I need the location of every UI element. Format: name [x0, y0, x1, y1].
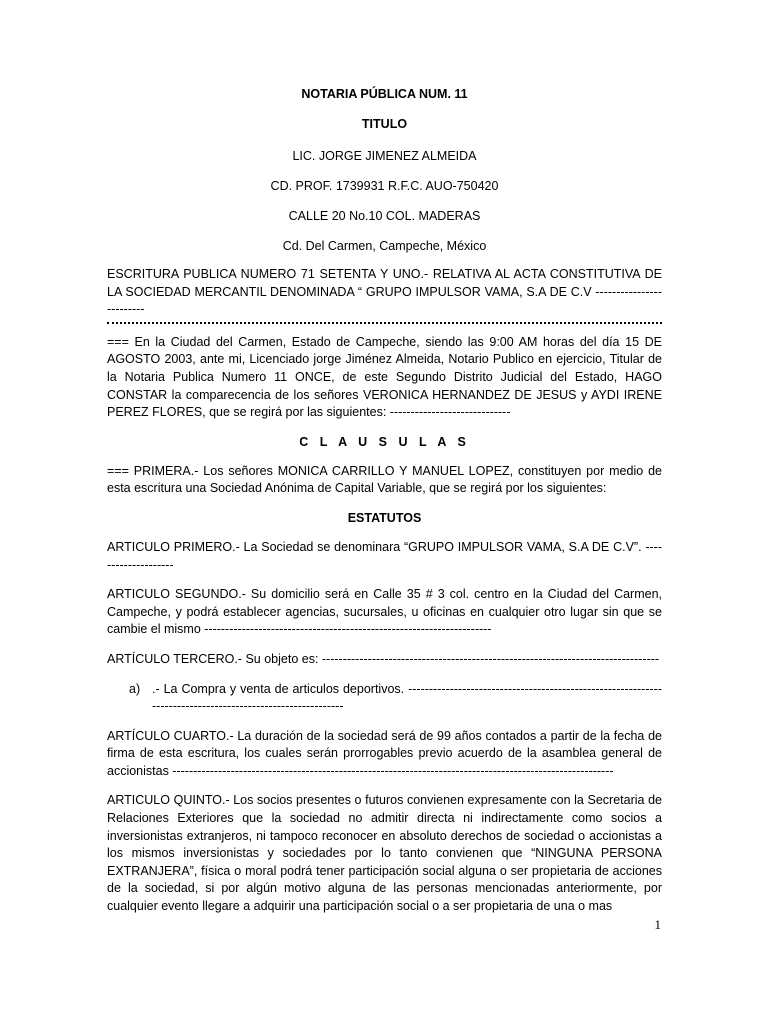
title-heading: TITULO — [361, 117, 408, 131]
notary-address: CALLE 20 No.10 COL. MADERAS — [288, 209, 481, 223]
list-item-label: a) — [129, 681, 141, 696]
deed-intro: ESCRITURA PUBLICA NUMERO 71 SETENTA Y UNO.- RELATIVA AL ACTA CONSTITUTIVA DE LA SOCIEDAD MERCANTIL DENOMINADA “ GRUPO IMPULSOR VAMA, S.A DE C.V ------------------------- — [107, 267, 662, 317]
list-item-text: .- La Compra y venta de articulos deportivos. ----------------------------------------------------------------------------------------------------------- — [152, 681, 662, 714]
estatutos-heading: ESTATUTOS — [347, 510, 422, 525]
notary-name: LIC. JORGE JIMENEZ ALMEIDA — [292, 149, 477, 163]
articulo-primero: ARTICULO PRIMERO.- La Sociedad se denominara “GRUPO IMPULSOR VAMA, S.A DE C.V”. -------------------- — [107, 539, 662, 572]
page-number: 1 — [654, 917, 661, 932]
articulo-tercero: ARTÍCULO TERCERO.- Su objeto es: --------------------------------------------------------------------------------- — [107, 651, 660, 666]
articulo-quinto: ARTICULO QUINTO.- Los socios presentes o futuros convienen expresamente con la Secretaria de Relaciones Exteriores que la sociedad no admitir directa ni indirectamente como socios a inversionistas extranjeros, ni tampoco reconocer en absoluto derechos de sociedad o accionistas a los mismos inversionistas y sociedades por lo tanto convienen que “NINGUNA PERSONA EXTRANJERA”, física o moral podrá tener participación social alguna o ser propietaria de acciones de la sociedad, si por algún motivo alguna de las personas mencionadas anteriormente, por cualquier evento llegare a adquirir una participación social o a ser propietaria de una o mas — [107, 793, 662, 914]
primera-clause: === PRIMERA.- Los señores MONICA CARRILLO Y MANUEL LOPEZ, constituyen por medio de esta escritura una Sociedad Anónima de Capital Variable, que se regirá por los siguientes: — [107, 463, 662, 496]
notary-city: Cd. Del Carmen, Campeche, México — [282, 239, 487, 253]
notary-credentials: CD. PROF. 1739931 R.F.C. AUO-750420 — [270, 179, 499, 193]
articulo-cuarto: ARTÍCULO CUARTO.- La duración de la sociedad será de 99 años contados a partir de la fecha de firma de esta escritura, los cuales serán prorrogables previo acuerdo de la asamblea general de accionistas ---------------------------------------------------------------------------------------------------------- — [107, 728, 662, 778]
preamble-paragraph: === En la Ciudad del Carmen, Estado de Campeche, siendo las 9:00 AM horas del día 15 DE AGOSTO 2003, ante mi, Licenciado jorge Jiménez Almeida, Notario Publico en ejercicio, Titular de la Notaria Publica Numero 11 ONCE, de este Segundo Distrito Judicial del Estado, HAGO CONSTAR la comparecencia de los señores VERONICA HERNANDEZ DE JESUS y AYDI IRENE PEREZ FLORES, que se regirá por las siguientes: ----------------------------- — [107, 334, 662, 420]
document-page — [107, 86, 662, 916]
articulo-segundo: ARTICULO SEGUNDO.- Su domicilio será en Calle 35 # 3 col. centro en la Ciudad del Carmen, Campeche, y podrá establecer agencias, sucursales, u oficinas en cualquier otro lugar sin que se cambie el mismo --------------------------------------------------------------------- — [107, 587, 662, 637]
list-item — [107, 681, 662, 716]
notary-heading: NOTARIA PÚBLICA NUM. 11 — [301, 87, 468, 101]
dotted-divider — [107, 322, 662, 324]
clausulas-heading: C L A U S U L A S — [299, 434, 470, 449]
